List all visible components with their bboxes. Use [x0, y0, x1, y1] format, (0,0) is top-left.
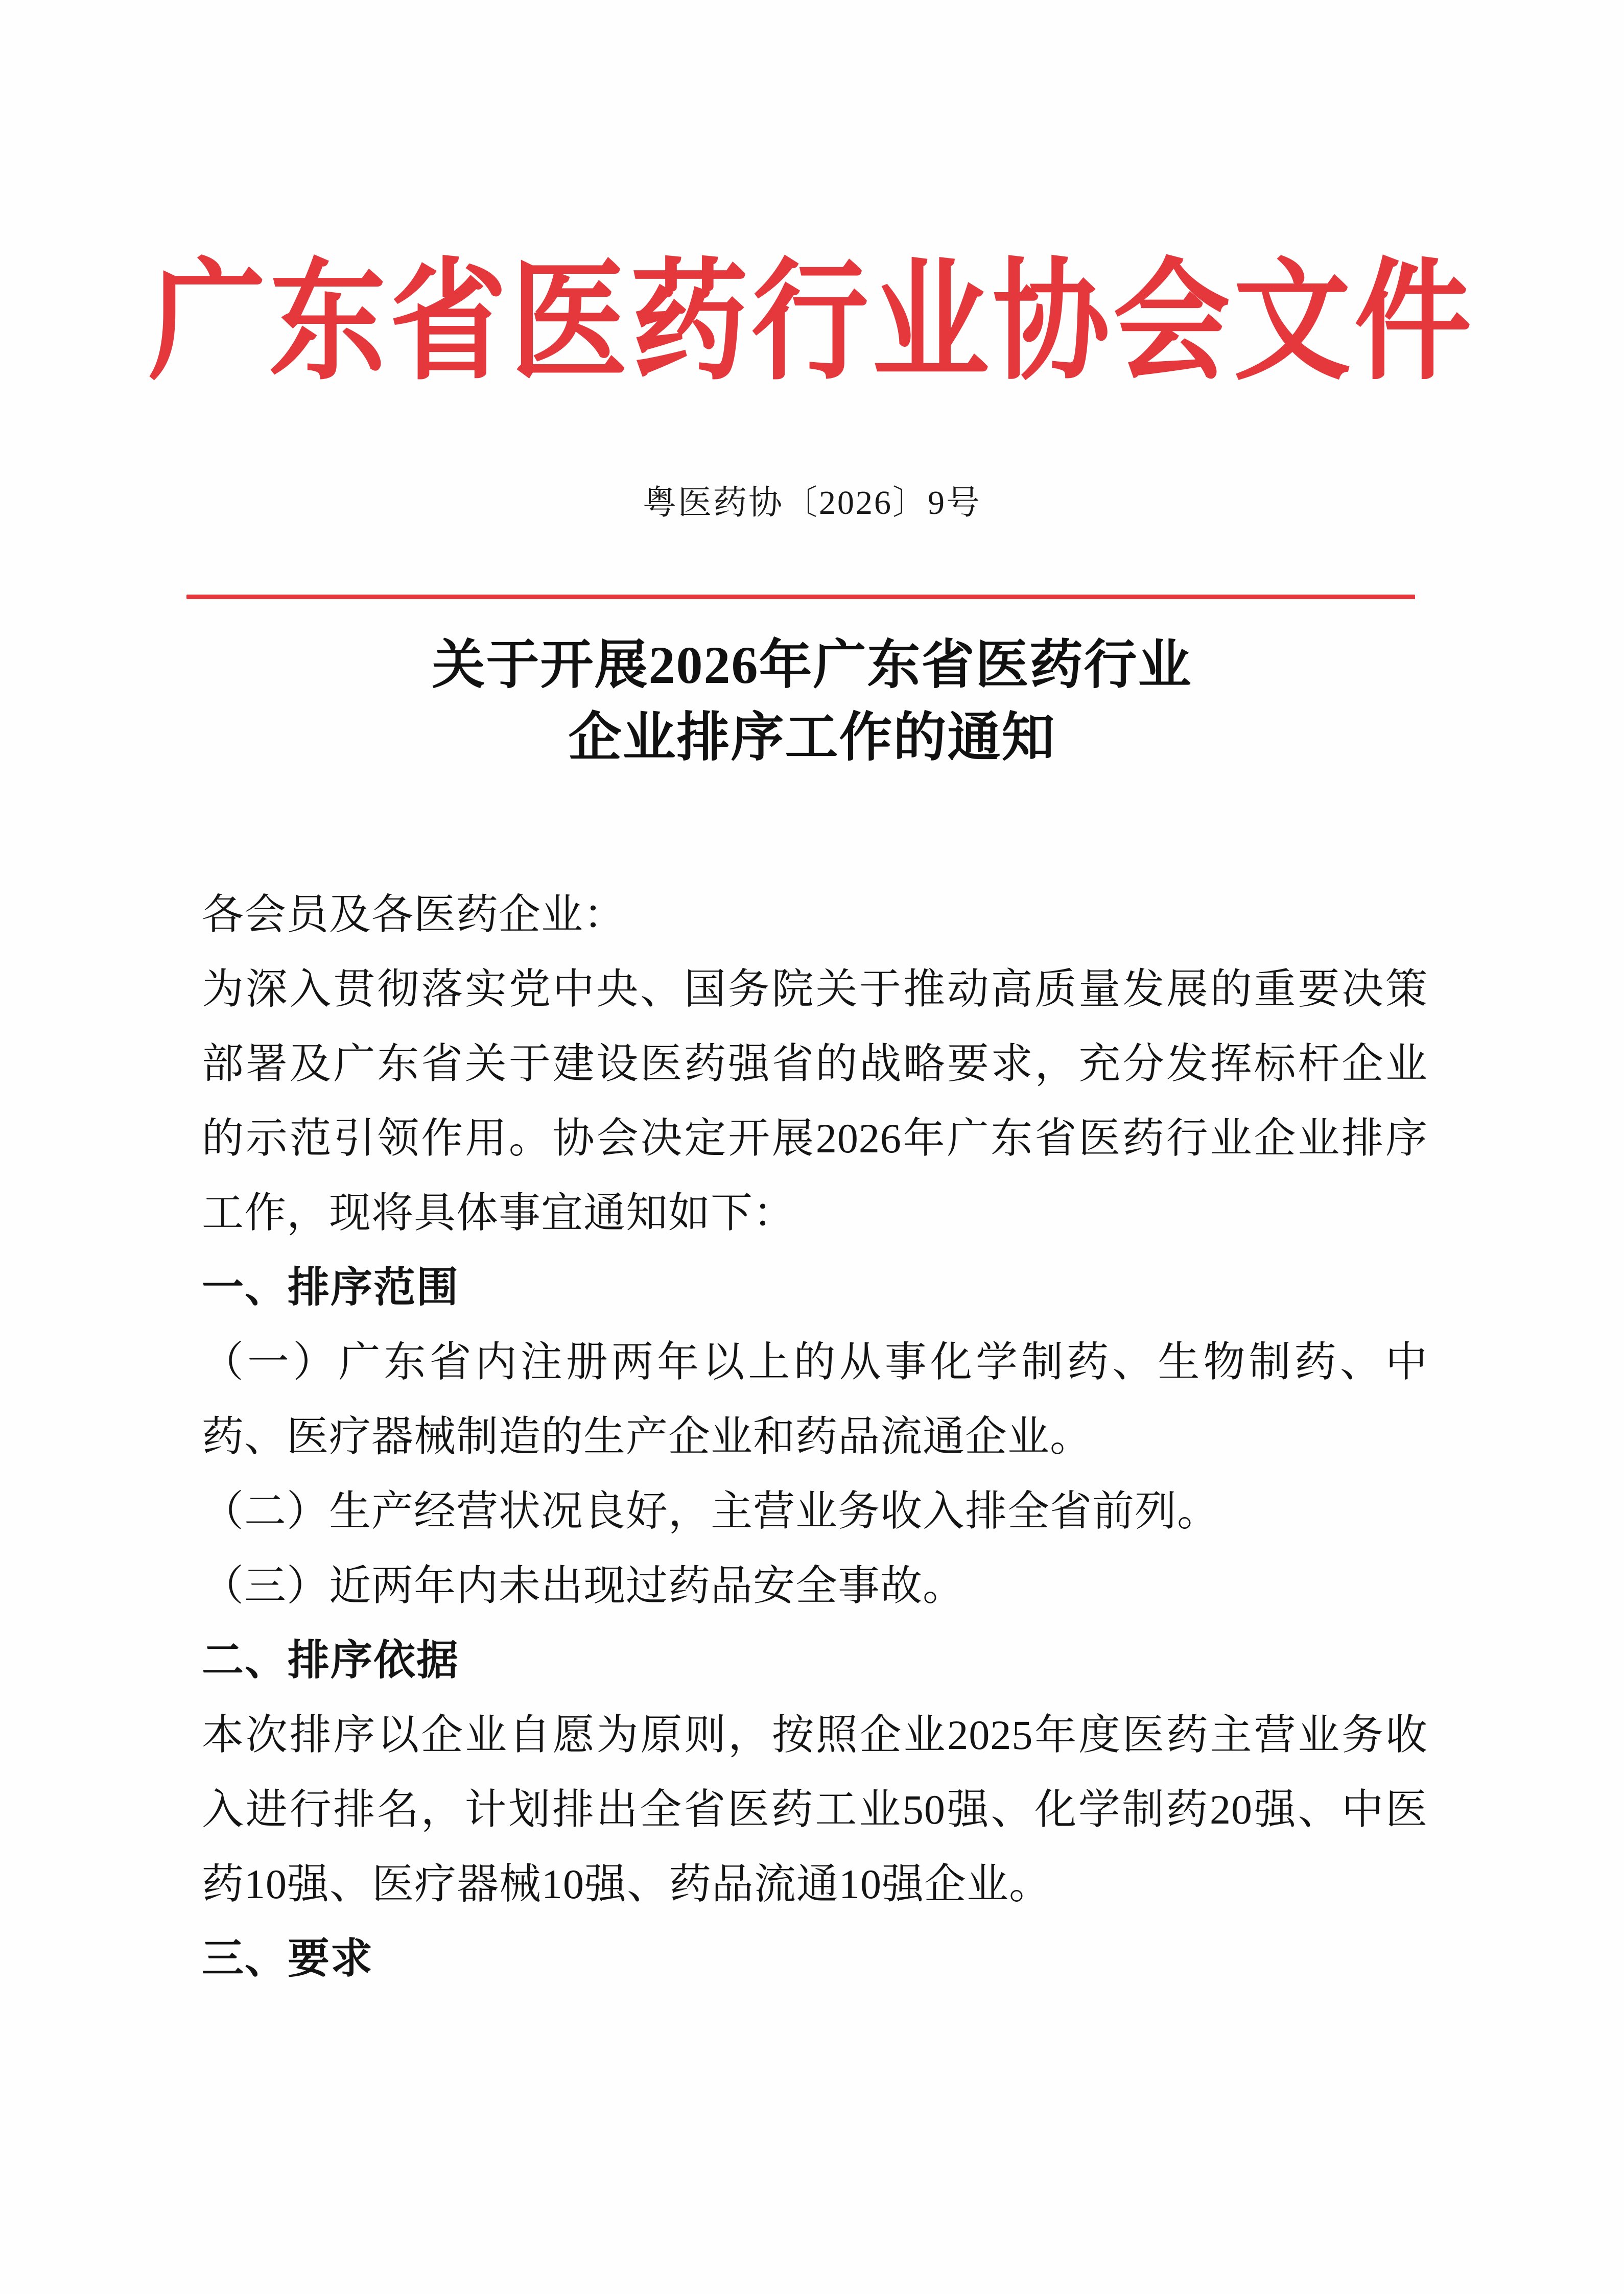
- doc-number-row: [0, 475, 1624, 524]
- section-heading-2: 二、排序依据: [202, 1637, 460, 1684]
- document-body: [202, 878, 1428, 1996]
- page-title-line-2: 企业排序工作的通知: [568, 708, 1056, 767]
- section-1-item-1: （一）广东省内注册两年以上的从事化学制药、生物制药、中药、医疗器械制造的生产企业和药品流通企业。: [202, 1339, 1428, 1460]
- section-heading-1: 一、排序范围: [202, 1264, 460, 1311]
- salutation: 各会员及各医药企业：: [202, 891, 626, 938]
- masthead-title: 广东省医药行业协会文件: [149, 251, 1475, 395]
- intro-paragraph: 为深入贯彻落实党中央、国务院关于推动高质量发展的重要决策部署及广东省关于建设医药强省的战略要求，充分发挥标杆企业的示范引领作用。协会决定开展2026年广东省医药行业企业排序工作，现将具体事宜通知如下：: [202, 966, 1428, 1236]
- red-separator-rule: [186, 595, 1415, 599]
- document-number: 粤医药协〔2026〕9号: [643, 484, 981, 522]
- section-1-item-2: （二）生产经营状况良好，主营业务收入排全省前列。: [202, 1488, 1220, 1534]
- section-1-item-3: （三）近两年内未出现过药品安全事故。: [202, 1563, 966, 1609]
- page-title-line-1: 关于开展2026年广东省医药行业: [432, 636, 1192, 695]
- section-2-item-1: 本次排序以企业自愿为原则，按照企业2025年度医药主营业务收入进行排名，计划排出全省医药工业50强、化学制药20强、中医药10强、医疗器械10强、药品流通10强企业。: [202, 1712, 1428, 1907]
- masthead: [0, 251, 1624, 395]
- page-title: [153, 629, 1471, 774]
- section-heading-3: 三、要求: [202, 1935, 374, 1982]
